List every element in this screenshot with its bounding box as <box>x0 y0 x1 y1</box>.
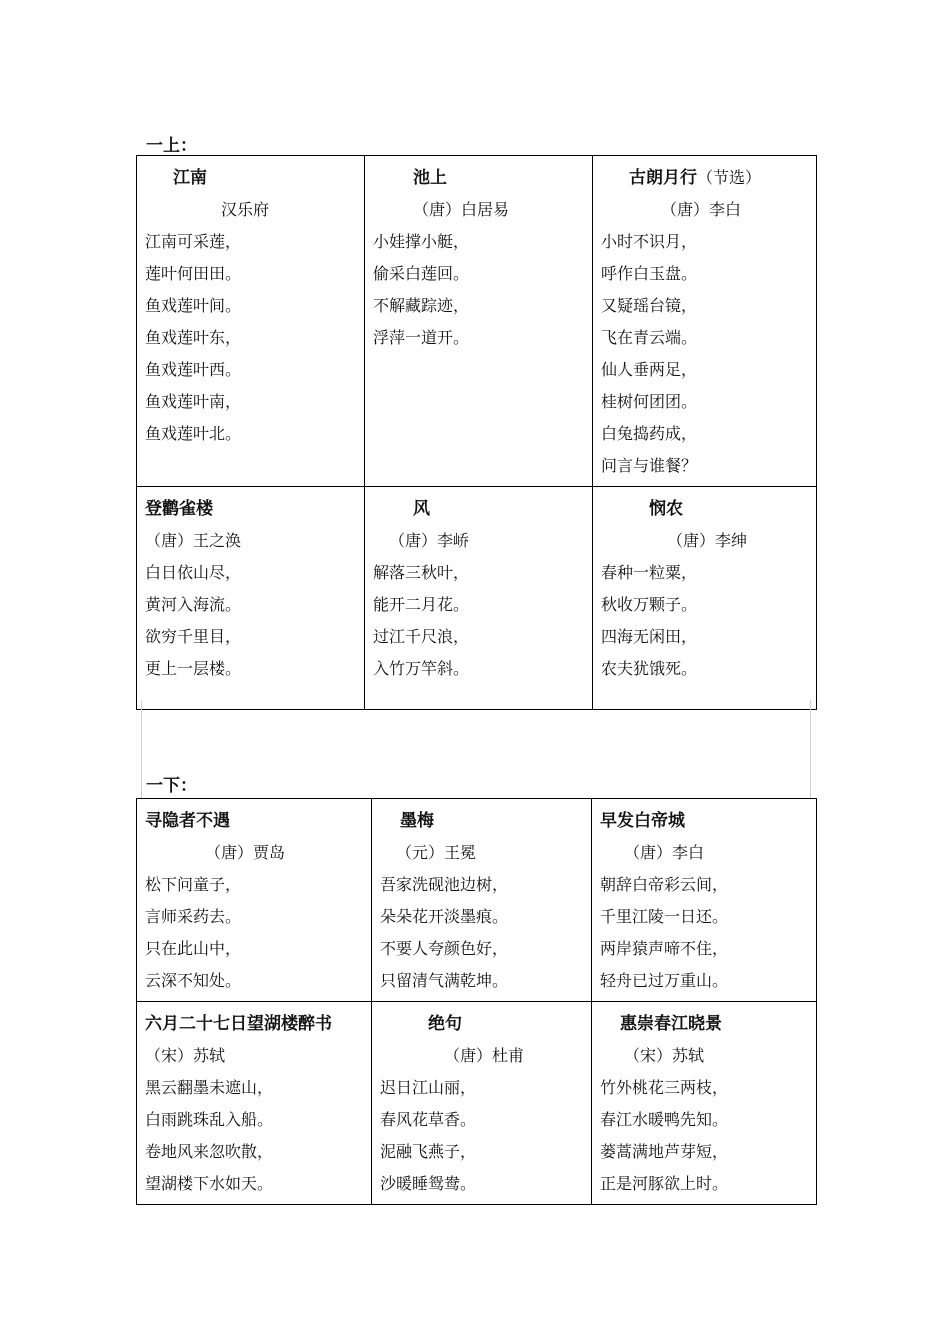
poem-line: 白兔捣药成， <box>601 424 698 443</box>
poem-line: 竹外桃花三两枝， <box>600 1078 729 1097</box>
poem-line: 桂树何团团。 <box>601 392 698 411</box>
poem-huichongchunjiangxiaojing <box>592 1002 816 1204</box>
poem-line: 又疑瑶台镜， <box>601 296 698 315</box>
poem-line: 问言与谁餐？ <box>601 456 698 475</box>
poem-cell <box>592 799 817 1002</box>
poem-line: 秋收万颗子。 <box>601 595 698 614</box>
poem-line: 鱼戏莲叶间。 <box>145 296 242 315</box>
poem-liuyue-wanghulou <box>137 1002 371 1204</box>
poem-line: 蒌蒿满地芦芽短， <box>600 1142 729 1161</box>
poem-line: 不要人夸颜色好， <box>380 939 509 958</box>
poem-line: 两岸猿声啼不住， <box>600 939 729 958</box>
poem-line: 入竹万竿斜。 <box>373 659 470 678</box>
poem-line: 只留清气满乾坤。 <box>380 971 509 990</box>
poem-author: （唐）李绅 <box>667 531 748 550</box>
poem-line: 卷地风来忽吹散， <box>145 1142 274 1161</box>
decorative-guide-line <box>141 700 142 798</box>
poem-line: 白雨跳珠乱入船。 <box>145 1110 274 1129</box>
poem-line: 过江千尺浪， <box>373 627 470 646</box>
poem-cell <box>592 1002 817 1205</box>
poem-line: 白日依山尽， <box>145 563 242 582</box>
poem-title: 惠崇春江晓景 <box>620 1014 722 1034</box>
poem-title: 池上 <box>413 168 447 188</box>
poem-title: 悯农 <box>649 499 683 519</box>
poem-line: 江南可采莲， <box>145 232 242 251</box>
poem-jiangnan <box>137 156 364 454</box>
poem-cell <box>372 799 592 1002</box>
poem-author: （唐）贾岛 <box>205 843 286 862</box>
poem-title: 风 <box>413 499 430 519</box>
poem-line: 黄河入海流。 <box>145 595 242 614</box>
poem-table-grade-1-upper <box>136 155 817 710</box>
poem-title: 寻隐者不遇 <box>145 811 230 831</box>
poem-author: （唐）李白 <box>661 200 742 219</box>
poem-line: 欲穷千里目， <box>145 627 242 646</box>
poem-line: 吾家洗砚池边树， <box>380 875 509 894</box>
poem-title <box>601 162 808 194</box>
poem-line: 云深不知处。 <box>145 971 242 990</box>
poem-line: 黑云翻墨未遮山， <box>145 1078 274 1097</box>
poem-chishang <box>365 156 592 358</box>
poem-line: 望湖楼下水如天。 <box>145 1174 274 1193</box>
poem-xunyinzhebuyu <box>137 799 371 1001</box>
poem-line: 春种一粒粟， <box>601 563 698 582</box>
poem-line: 松下问童子， <box>145 875 242 894</box>
poem-cell <box>593 487 817 710</box>
poem-line: 千里江陵一日还。 <box>600 907 729 926</box>
poem-line: 四海无闲田， <box>601 627 698 646</box>
poem-line: 泥融飞燕子， <box>380 1142 477 1161</box>
poem-line: 浮萍一道开。 <box>373 328 470 347</box>
poem-minnong <box>593 487 816 689</box>
poem-line: 只在此山中， <box>145 939 242 958</box>
poem-cell <box>137 799 372 1002</box>
poem-title-text: 古朗月行 <box>629 168 697 188</box>
poem-line: 正是河豚欲上时。 <box>600 1174 729 1193</box>
poem-line: 言师采药去。 <box>145 907 242 926</box>
poem-line: 仙人垂两足， <box>601 360 698 379</box>
poem-title: 绝句 <box>428 1014 462 1034</box>
poem-title: 墨梅 <box>400 811 434 831</box>
poem-line: 鱼戏莲叶东， <box>145 328 242 347</box>
poem-cell <box>372 1002 592 1205</box>
poem-title: 江南 <box>173 168 207 188</box>
poem-cell <box>137 487 365 710</box>
poem-line: 农夫犹饿死。 <box>601 659 698 678</box>
poem-title-note: （节选） <box>697 168 762 187</box>
decorative-guide-line <box>810 700 811 798</box>
poem-line: 朝辞白帝彩云间， <box>600 875 729 894</box>
poem-gulangyuexing <box>593 156 816 486</box>
poem-cell <box>137 156 365 487</box>
poem-cell <box>137 1002 372 1205</box>
section-label-grade-1-lower: 一下： <box>146 776 197 796</box>
poem-line: 小时不识月， <box>601 232 698 251</box>
poem-line: 小娃撑小艇， <box>373 232 470 251</box>
poem-line: 春江水暖鸭先知。 <box>600 1110 729 1129</box>
poem-author: 汉乐府 <box>221 200 270 219</box>
poem-cell <box>365 156 593 487</box>
poem-feng <box>365 487 592 689</box>
poem-cell <box>365 487 593 710</box>
poem-zaofabaidicheng <box>592 799 816 1001</box>
poem-line: 朵朵花开淡墨痕。 <box>380 907 509 926</box>
poem-cell <box>593 156 817 487</box>
poem-dengguanquelou <box>137 487 364 689</box>
poem-line: 鱼戏莲叶南， <box>145 392 242 411</box>
poem-momei <box>372 799 591 1001</box>
poem-line: 更上一层楼。 <box>145 659 242 678</box>
poem-line: 飞在青云端。 <box>601 328 698 347</box>
poem-author: （唐）李白 <box>624 843 705 862</box>
poem-line: 鱼戏莲叶西。 <box>145 360 242 379</box>
poem-author: （元）王冕 <box>396 843 477 862</box>
poem-author: （宋）苏轼 <box>145 1046 226 1065</box>
poem-line: 能开二月花。 <box>373 595 470 614</box>
poem-author: （唐）李峤 <box>389 531 470 550</box>
poem-line: 轻舟已过万重山。 <box>600 971 729 990</box>
poem-author: （唐）王之涣 <box>145 531 242 550</box>
poem-author: （唐）白居易 <box>413 200 510 219</box>
poem-line: 莲叶何田田。 <box>145 264 242 283</box>
section-label-grade-1-upper: 一上： <box>146 136 197 156</box>
poem-author: （唐）杜甫 <box>444 1046 525 1065</box>
poem-title: 登鹳雀楼 <box>145 499 213 519</box>
poem-title: 早发白帝城 <box>600 811 685 831</box>
poem-line: 鱼戏莲叶北。 <box>145 424 242 443</box>
poem-table-grade-1-lower <box>136 798 817 1205</box>
poem-line: 解落三秋叶， <box>373 563 470 582</box>
poem-jueju <box>372 1002 591 1204</box>
poem-line: 沙暖睡鸳鸯。 <box>380 1174 477 1193</box>
poem-author: （宋）苏轼 <box>624 1046 705 1065</box>
poem-line: 呼作白玉盘。 <box>601 264 698 283</box>
poem-line: 迟日江山丽， <box>380 1078 477 1097</box>
poem-line: 偷采白莲回。 <box>373 264 470 283</box>
poem-title: 六月二十七日望湖楼醉书 <box>145 1014 332 1034</box>
poem-line: 春风花草香。 <box>380 1110 477 1129</box>
poem-line: 不解藏踪迹， <box>373 296 470 315</box>
